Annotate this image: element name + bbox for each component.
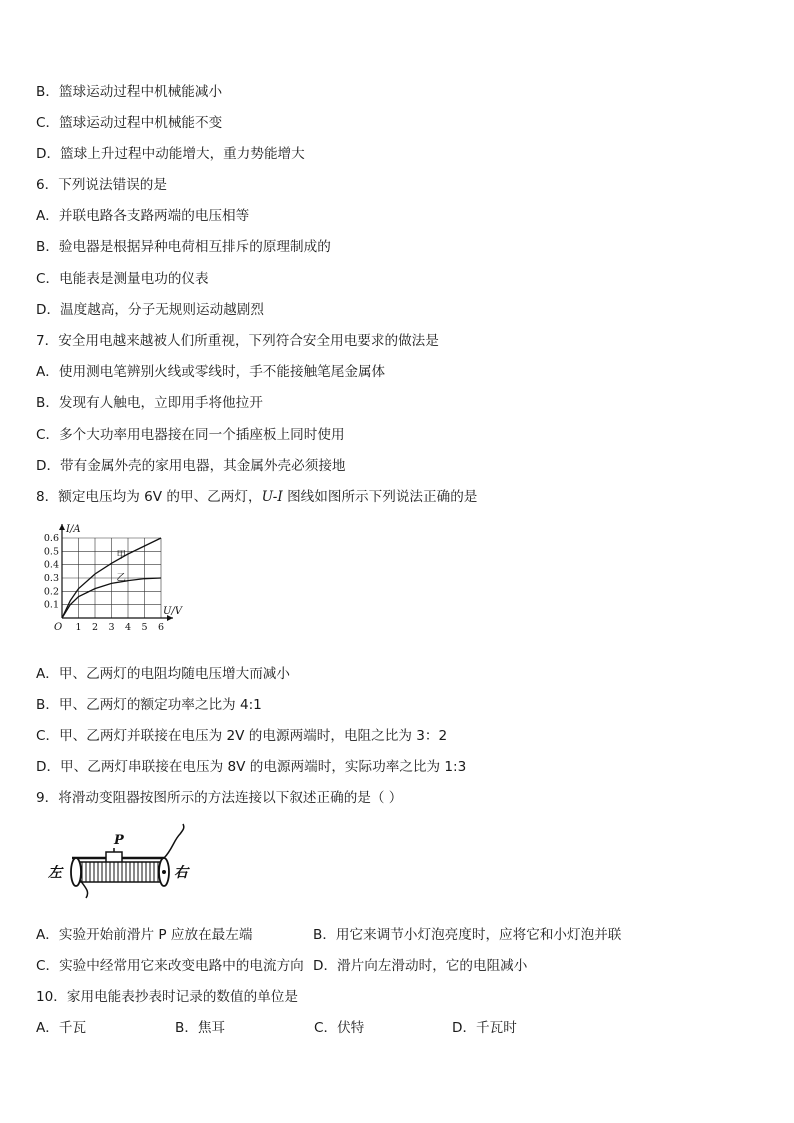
y-axis-label: I/A — [66, 524, 81, 535]
y-axis-arrow — [59, 524, 65, 530]
origin-label: O — [54, 622, 63, 633]
q6-option-a: A．并联电路各支路两端的电压相等 — [36, 208, 250, 224]
q8-stem-pre: 8．额定电压均为 6V 的甲、乙两灯， — [36, 489, 262, 505]
q8-stem-post: 图线如图所示下列说法正确的是 — [282, 489, 478, 505]
y-tick-label: 0.6 — [43, 533, 59, 544]
q7-stem: 7．安全用电越来越被人们所重视，下列符合安全用电要求的做法是 — [36, 333, 439, 349]
rheostat-coil — [78, 862, 162, 882]
rheostat-left-cap — [71, 858, 81, 886]
rheostat-left-label: 左 — [48, 865, 62, 881]
q8-option-c: C．甲、乙两灯并联接在电压为 2V 的电源两端时，电阻之比为 3：2 — [36, 728, 448, 744]
q6-stem: 6．下列说法错误的是 — [36, 177, 167, 193]
q8-stem — [36, 488, 477, 506]
rheostat-slider-label: P — [114, 833, 124, 848]
rheostat-wire-top — [164, 824, 184, 858]
q5-option-c: C．篮球运动过程中机械能不变 — [36, 115, 223, 131]
y-tick-label: 0.4 — [43, 559, 59, 571]
x-axis-label: U/V — [163, 606, 183, 617]
rheostat-figure — [46, 820, 196, 900]
q10-option-a: A．千瓦 — [36, 1020, 87, 1036]
q9-option-d: D．滑片向左滑动时，它的电阻减小 — [313, 958, 528, 974]
q7-option-a: A．使用测电笔辨别火线或零线时，手不能接触笔尾金属体 — [36, 364, 386, 380]
q10-option-c: C．伏特 — [314, 1020, 365, 1036]
q9-option-b: B．用它来调节小灯泡亮度时，应将它和小灯泡并联 — [313, 927, 622, 943]
y-tick-label: 0.3 — [43, 573, 59, 584]
iu-chart — [42, 518, 192, 648]
q8-stem-italic: U-I — [261, 489, 283, 505]
q10-option-d: D．千瓦时 — [452, 1020, 517, 1036]
q9-option-a: A．实验开始前滑片 P 应放在最左端 — [36, 927, 253, 943]
x-tick-label: 1 — [75, 622, 82, 633]
rheostat-right-label: 右 — [174, 865, 188, 881]
q6-option-b: B．验电器是根据异种电荷相互排斥的原理制成的 — [36, 239, 331, 255]
q9-option-c: C．实验中经常用它来改变电路中的电流方向 — [36, 958, 304, 974]
y-tick-label: 0.5 — [43, 546, 59, 558]
q7-option-d: D．带有金属外壳的家用电器，其金属外壳必须接地 — [36, 458, 346, 474]
q10-stem: 10．家用电能表抄表时记录的数值的单位是 — [36, 989, 298, 1005]
x-tick-label: 2 — [91, 622, 99, 633]
q5-option-b: B．篮球运动过程中机械能减小 — [36, 84, 223, 100]
series-label-1: 甲 — [116, 550, 126, 561]
q7-option-b: B．发现有人触电，立即用手将他拉开 — [36, 395, 263, 411]
q8-option-b: B．甲、乙两灯的额定功率之比为 4:1 — [36, 697, 262, 713]
q9-stem: 9．将滑动变阻器按图所示的方法连接以下叙述正确的是（ ） — [36, 790, 403, 806]
q6-option-c: C．电能表是测量电功的仪表 — [36, 271, 209, 287]
q7-option-c: C．多个大功率用电器接在同一个插座板上同时使用 — [36, 427, 345, 443]
y-tick-label: 0.2 — [43, 586, 59, 598]
q10-option-b: B．焦耳 — [175, 1020, 226, 1036]
y-tick-label: 0.1 — [43, 599, 59, 611]
x-tick-label: 4 — [124, 622, 132, 633]
q8-option-d: D．甲、乙两灯串联接在电压为 8V 的电源两端时，实际功率之比为 1:3 — [36, 759, 467, 775]
x-tick-label: 6 — [157, 622, 165, 633]
q5-option-d: D．篮球上升过程中动能增大，重力势能增大 — [36, 146, 305, 162]
x-tick-label: 3 — [108, 622, 115, 633]
series-label-2: 乙 — [116, 572, 126, 584]
q6-option-d: D．温度越高，分子无规则运动越剧烈 — [36, 302, 264, 318]
x-tick-label: 5 — [141, 622, 148, 633]
q8-option-a: A．甲、乙两灯的电阻均随电压增大而减小 — [36, 666, 290, 682]
